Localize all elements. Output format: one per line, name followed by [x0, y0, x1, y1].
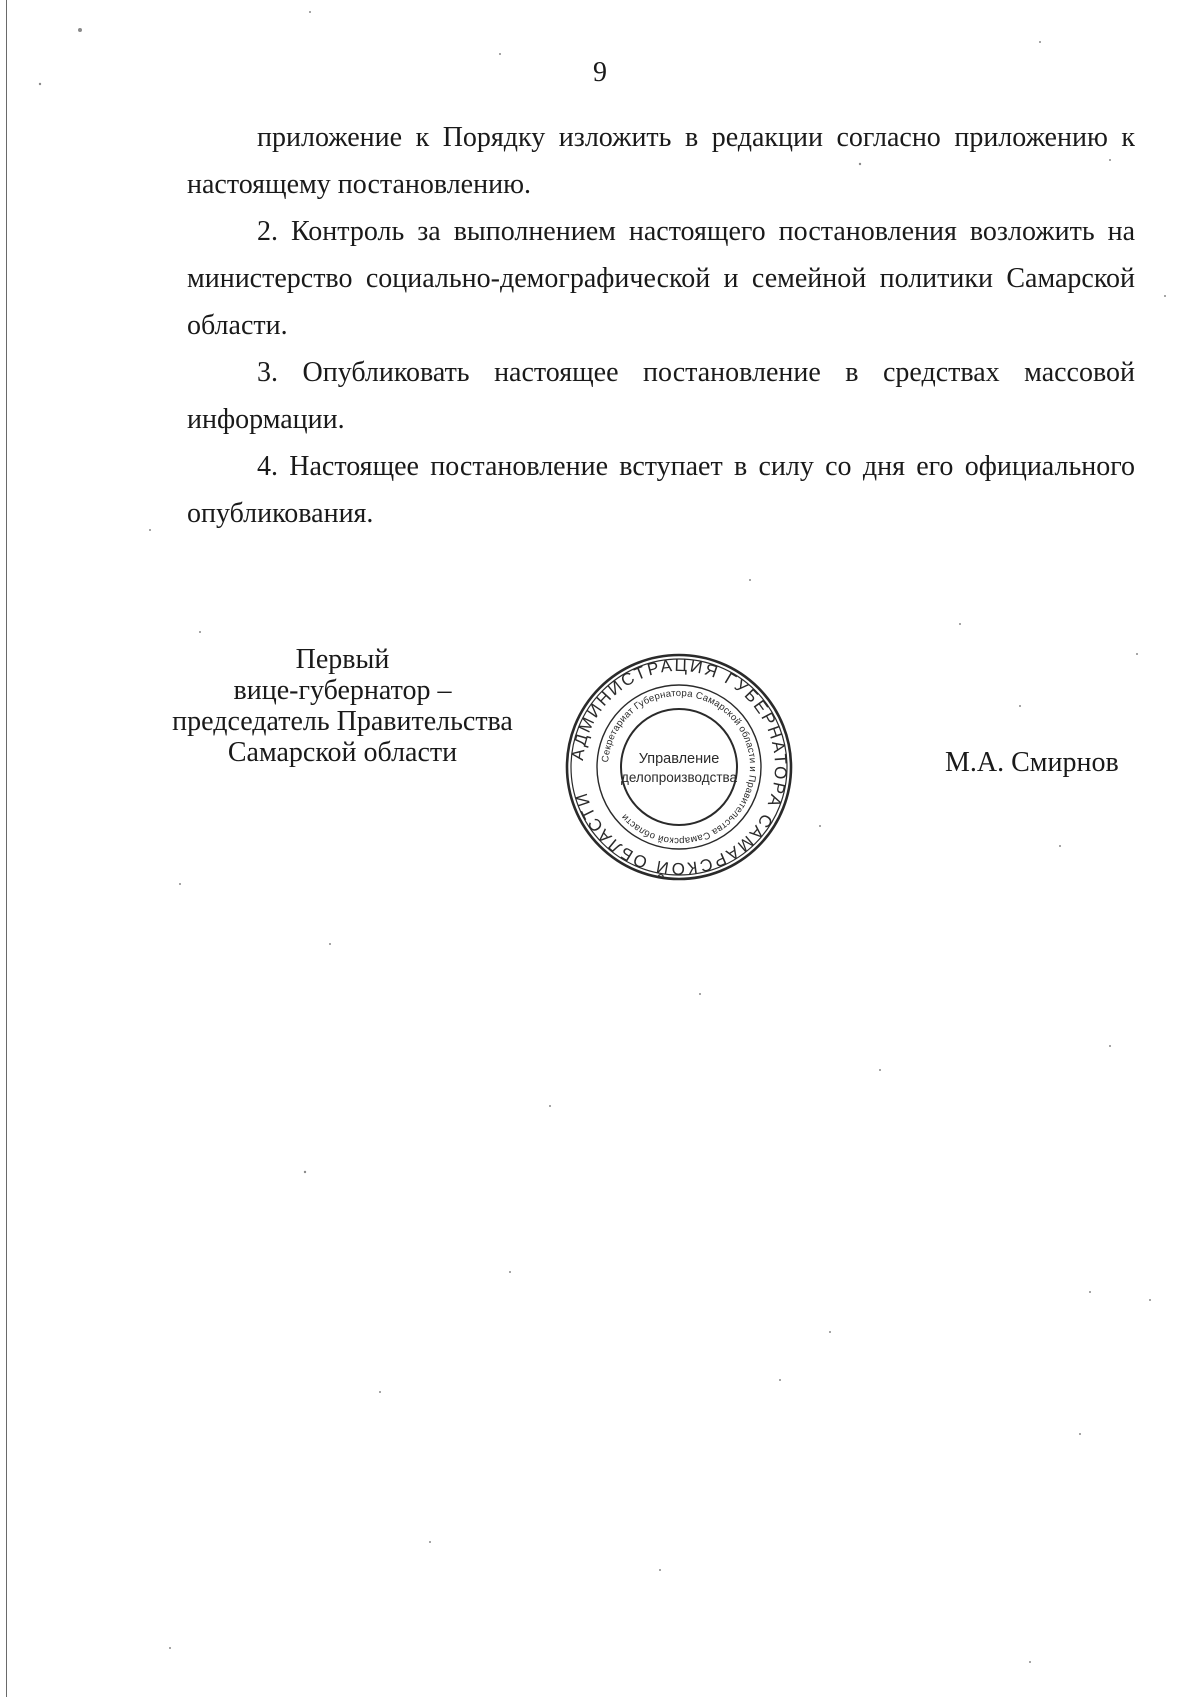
paragraph-1: приложение к Порядку изложить в редакции согласно приложению к настоящему постановлению. [187, 122, 1135, 200]
signatory-title-line-2: вице-губернатор – [233, 675, 452, 706]
signatory-title-line-1: Первый [295, 644, 390, 675]
signatory-title-line-3: председатель Правительства [172, 706, 513, 737]
signatory-title [165, 644, 520, 768]
official-seal-stamp [563, 651, 795, 883]
paragraph-2: 2. Контроль за выполнением настоящего постановления возложить на министерство социально-демографической и семейной политики Самарской области. [187, 216, 1135, 341]
paragraph-4: 4. Настоящее постановление вступает в силу со дня его официального опубликования. [187, 451, 1135, 529]
stamp-center-line-1: Управление [638, 751, 720, 767]
svg-text:Секретариат Губернатора Самарс [600, 688, 758, 846]
stamp-center-line-2: делопроизводства [620, 770, 738, 785]
stamp-middle-text: Секретариат Губернатора Самарской области и Правительства Самарской области [600, 687, 759, 847]
signatory-title-line-4: Самарской области [227, 737, 458, 768]
signatory-name: М.А. Смирнов [945, 747, 1119, 778]
stamp-outer-text: АДМИНИСТРАЦИЯ ГУБЕРНАТОРА САМАРСКОЙ ОБЛАСТИ [568, 655, 791, 879]
paragraph-3: 3. Опубликовать настоящее постановление в средствах массовой информации. [187, 357, 1135, 435]
page-number: 9 [593, 57, 607, 88]
document-body [187, 114, 1135, 537]
page-edge-line [6, 0, 7, 1697]
